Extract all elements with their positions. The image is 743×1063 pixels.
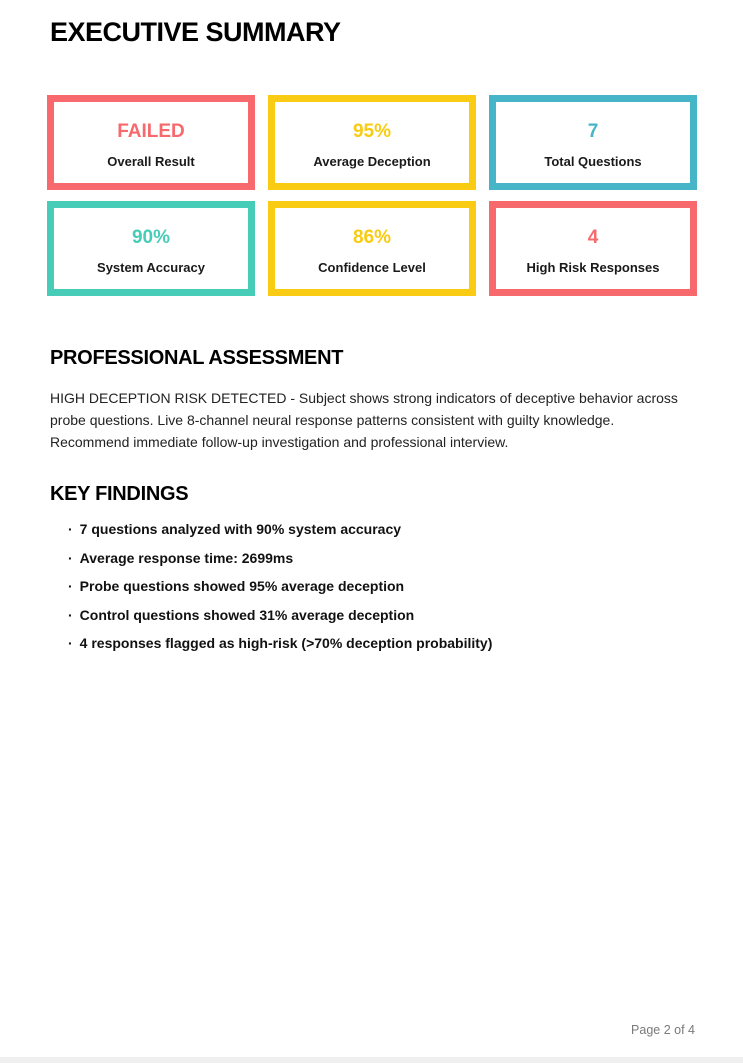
bullet-icon: · — [68, 549, 73, 566]
stat-label: Total Questions — [544, 153, 642, 169]
stat-label: System Accuracy — [97, 259, 205, 275]
professional-assessment-section — [0, 348, 743, 453]
assessment-paragraph: HIGH DECEPTION RISK DETECTED - Subject shows strong indicators of deceptive behavior across probe questions. Live 8-channel neural response patterns consistent with guilty knowledge. Recommend immediate follow-up investigation and professional interview. — [50, 390, 678, 450]
stat-value: 7 — [587, 120, 599, 142]
key-findings-list — [50, 522, 743, 652]
stat-value: 86% — [352, 226, 392, 248]
bullet-icon: · — [68, 606, 73, 623]
stat-card-high-risk-responses — [489, 201, 697, 296]
stat-value: 4 — [587, 226, 599, 248]
key-finding-text: Probe questions showed 95% average deception — [79, 578, 405, 594]
stat-value: 95% — [352, 120, 392, 142]
stat-label: Confidence Level — [318, 259, 426, 275]
key-finding-text: Control questions showed 31% average deception — [79, 606, 415, 623]
key-finding-text: Average response time: 2699ms — [79, 549, 294, 566]
stat-label: Overall Result — [107, 153, 195, 169]
bullet-icon: · — [68, 635, 73, 651]
stat-card-overall-result — [47, 95, 255, 190]
key-finding-item — [50, 522, 743, 538]
bullet-icon: · — [68, 521, 73, 537]
bullet-icon: · — [68, 578, 73, 594]
stat-value: 90% — [131, 226, 171, 248]
key-finding-item — [50, 551, 743, 567]
section-heading-key-findings: KEY FINDINGS — [50, 483, 189, 505]
summary-stat-grid — [47, 95, 697, 296]
page-number: Page 2 of 4 — [631, 1023, 695, 1037]
section-heading-professional-assessment: PROFESSIONAL ASSESSMENT — [50, 347, 344, 369]
stat-card-confidence-level — [268, 201, 476, 296]
stat-card-average-deception — [268, 95, 476, 190]
page-title: EXECUTIVE SUMMARY — [50, 17, 341, 47]
key-finding-item — [50, 579, 743, 595]
stat-label: Average Deception — [313, 153, 431, 169]
report-page — [0, 19, 743, 1063]
stat-value: FAILED — [117, 120, 185, 142]
key-finding-item — [50, 636, 743, 652]
stat-card-system-accuracy — [47, 201, 255, 296]
key-finding-text: 7 questions analyzed with 90% system accuracy — [79, 521, 402, 537]
key-findings-section — [0, 484, 743, 652]
stat-card-total-questions — [489, 95, 697, 190]
key-finding-item — [50, 608, 743, 624]
stat-label: High Risk Responses — [526, 259, 660, 275]
page-bottom-edge — [0, 1057, 743, 1063]
key-finding-text: 4 responses flagged as high-risk (>70% deception probability) — [79, 635, 493, 651]
